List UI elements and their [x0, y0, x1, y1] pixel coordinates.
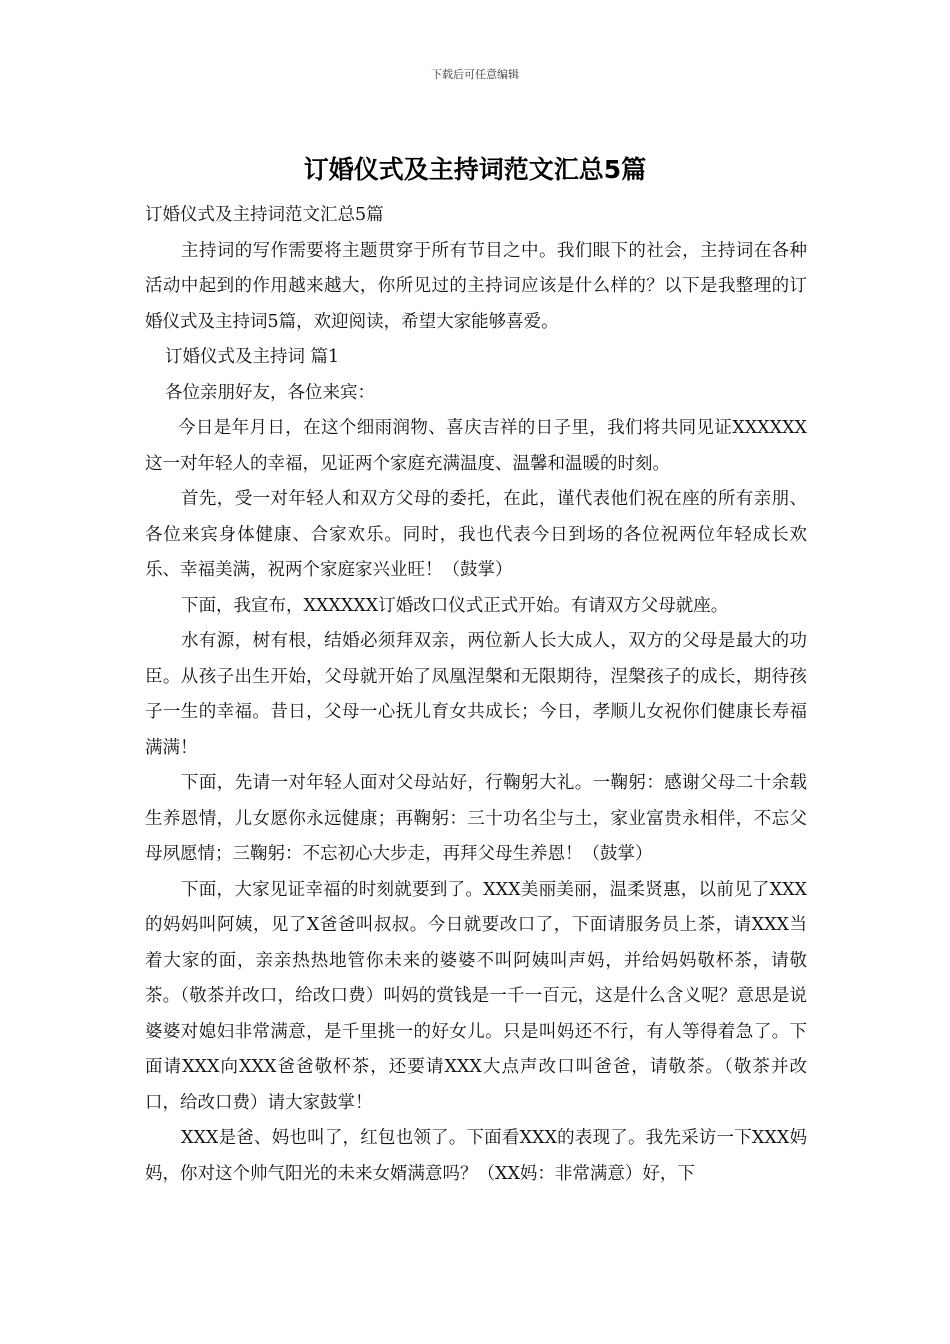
body-paragraph: 今日是年月日，在这个细雨润物、喜庆吉祥的日子里，我们将共同见证XXXXXX这一对年轻人的幸福，见证两个家庭充满温度、温馨和温暖的时刻。	[145, 418, 807, 474]
section-heading: 订婚仪式及主持词 篇1	[165, 347, 340, 367]
header-note: 下载后可任意编辑	[431, 68, 519, 81]
subtitle-paragraph: 订婚仪式及主持词范文汇总5篇	[145, 205, 384, 225]
body-paragraph: 下面，我宣布，XXXXXX订婚改口仪式正式开始。有请双方父母就座。	[181, 595, 729, 616]
document-body	[145, 198, 807, 1192]
body-paragraph: 首先，受一对年轻人和双方父母的委托，在此，谨代表他们祝在座的所有亲朋、各位来宾身体健康、合家欢乐。同时，我也代表今日到场的各位祝两位年轻成长欢乐、幸福美满，祝两个家庭家兴业旺！（鼓掌）	[145, 489, 807, 580]
greeting-paragraph: 各位亲朋好友，各位来宾：	[165, 382, 375, 403]
body-paragraph: 下面，大家见证幸福的时刻就要到了。XXX美丽美丽，温柔贤惠，以前见了XXX的妈妈叫阿姨，见了X爸爸叫叔叔。今日就要改口了，下面请服务员上茶，请XXX当着大家的面，亲亲热热地管你未来的婆婆不叫阿姨叫声妈，并给妈妈敬杯茶，请敬茶。（敬茶并改口，给改口费）叫妈的赏钱是一千一百元，这是什么含义呢？意思是说婆婆对媳妇非常满意，是千里挑一的好女儿。只是叫妈还不行，有人等得着急了。下面请XXX向XXX爸爸敬杯茶，还要请XXX大点声改口叫爸爸，请敬茶。（敬茶并改口，给改口费）请大家鼓掌！	[145, 879, 807, 1113]
intro-paragraph: 主持词的写作需要将主题贯穿于所有节目之中。我们眼下的社会，主持词在各种活动中起到的作用越来越大，你所见过的主持词应该是什么样的？以下是我整理的订婚仪式及主持词5篇，欢迎阅读，希望大家能够喜爱。	[145, 240, 807, 332]
body-paragraph: 下面，先请一对年轻人面对父母站好，行鞠躬大礼。一鞠躬：感谢父母二十余载生养恩情，儿女愿你永远健康；再鞠躬：三十功名尘与土，家业富贵永相伴，不忘父母夙愿情；三鞠躬：不忘初心大步走，再拜父母生养恩！（鼓掌）	[145, 773, 807, 864]
body-paragraph: XXX是爸、妈也叫了，红包也领了。下面看XXX的表现了。我先采访一下XXX妈妈，你对这个帅气阳光的未来女婿满意吗？（XX妈：非常满意）好，下	[145, 1128, 807, 1184]
document-title: 订婚仪式及主持词范文汇总5篇	[303, 155, 647, 184]
body-paragraph: 水有源，树有根，结婚必须拜双亲，两位新人长大成人，双方的父母是最大的功臣。从孩子出生开始，父母就开始了凤凰涅槃和无限期待，涅槃孩子的成长，期待孩子一生的幸福。昔日，父母一心抚儿育女共成长；今日，孝顺儿女祝你们健康长寿福满满！	[145, 631, 807, 758]
